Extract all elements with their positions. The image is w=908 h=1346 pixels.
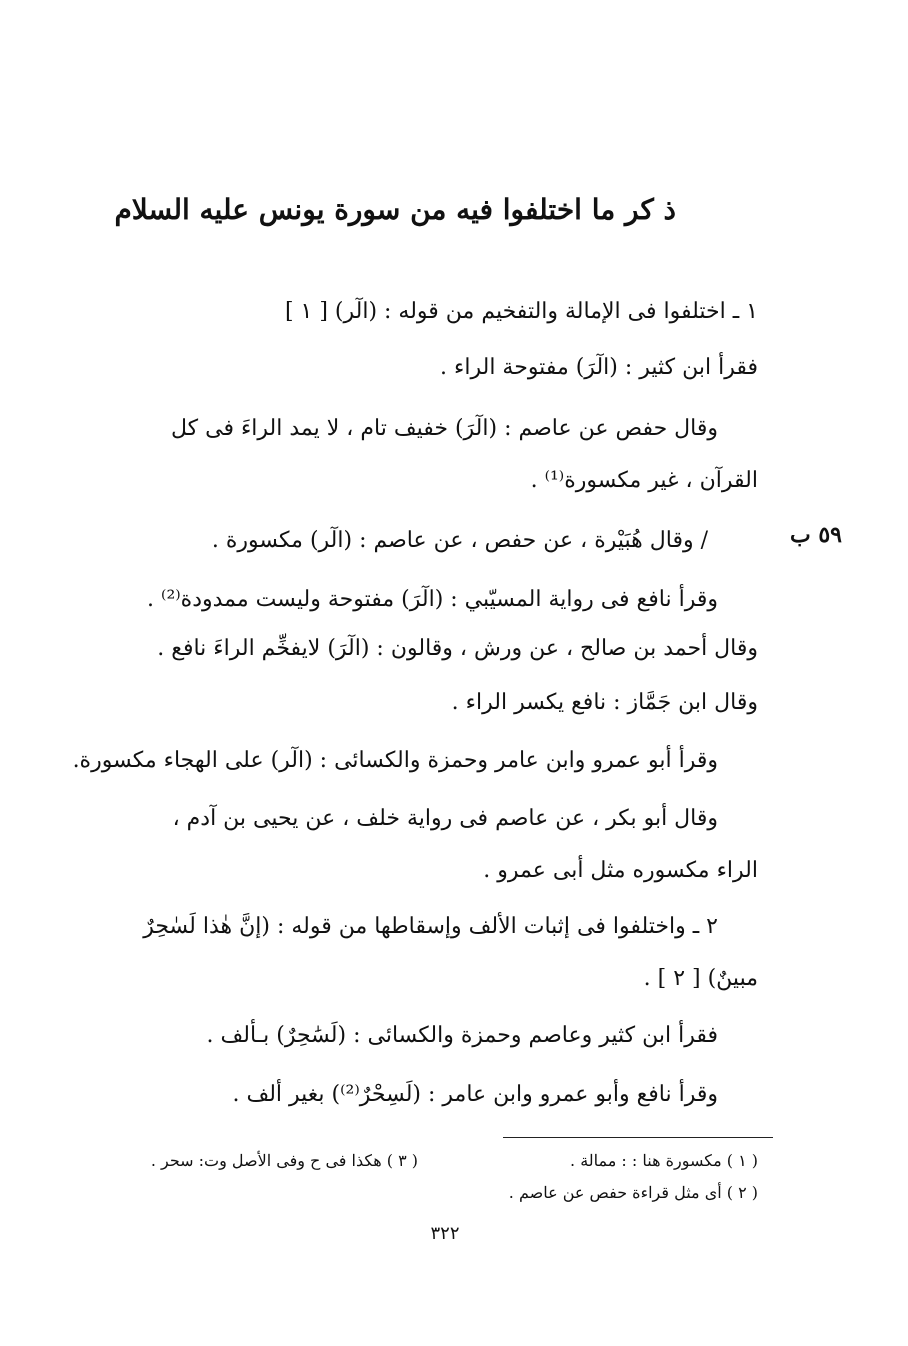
text-line-2: فقرأ ابن كثير : (الٓرَ) مفتوحة الراء . <box>440 355 758 380</box>
text-line-8: وقال ابن جَمَّاز : نافع يكسر الراء . <box>451 690 758 715</box>
text-line-5: / وقال هُبَيْرة ، عن حفص ، عن عاصم : (الٓر) مكسورة . <box>211 528 708 553</box>
text-line-1: ١ ـ اختلفوا فى الإمالة والتفخيم من قوله : (الٓر) [ ١ ] <box>284 299 758 324</box>
footnote-1: ( ١ ) مكسورة هنا : : ممالة . <box>570 1151 758 1170</box>
text-line-15: وقرأ نافع وأبو عمرو وابن عامر : (لَسِحْرٌ⁽²⁾) بغير ألف . <box>232 1082 718 1107</box>
text-line-12: ٢ ـ واختلفوا فى إثبات الألف وإسقاطها من قوله : (إنَّ هٰذا لَسٰحِرٌ <box>143 914 718 939</box>
text-line-14: فقرأ ابن كثير وعاصم وحمزة والكسائى : (لَسَٰحِرٌ) بـألف . <box>206 1023 718 1048</box>
text-line-3: وقال حفص عن عاصم : (الٓرَ) خفيف تام ، لا يمد الراءَ فى كل <box>170 416 718 441</box>
text-line-4: القرآن ، غير مكسورة⁽¹⁾ . <box>530 468 758 493</box>
text-line-13: مبينٌ) [ ٢ ] . <box>643 966 758 991</box>
text-line-10: وقال أبو بكر ، عن عاصم فى رواية خلف ، عن يحيى بن آدم ، <box>172 806 718 831</box>
text-line-9: وقرأ أبو عمرو وابن عامر وحمزة والكسائى : (الٓر) على الهجاء مكسورة. <box>72 748 718 773</box>
text-line-11: الراء مكسوره مثل أبى عمرو . <box>483 858 758 883</box>
chapter-title: ذ كر ما اختلفوا فيه من سورة يونس عليه السلام <box>114 193 676 226</box>
footnote-3: ( ٣ ) هكذا فى ح وفى الأصل وت: سحر . <box>150 1151 418 1170</box>
footnote-divider <box>503 1137 773 1138</box>
text-line-7: وقال أحمد بن صالح ، عن ورش ، وقالون : (الٓرَ) لايفخِّم الراءَ نافع . <box>157 636 758 661</box>
margin-note: ٥٩ ب <box>789 522 842 548</box>
footnote-2: ( ٢ ) أى مثل قراءة حفص عن عاصم . <box>508 1183 758 1202</box>
page-number: ٣٢٢ <box>430 1223 460 1244</box>
text-line-6: وقرأ نافع فى رواية المسيّبي : (الٓرَ) مفتوحة وليست ممدودة⁽²⁾ . <box>147 587 718 612</box>
